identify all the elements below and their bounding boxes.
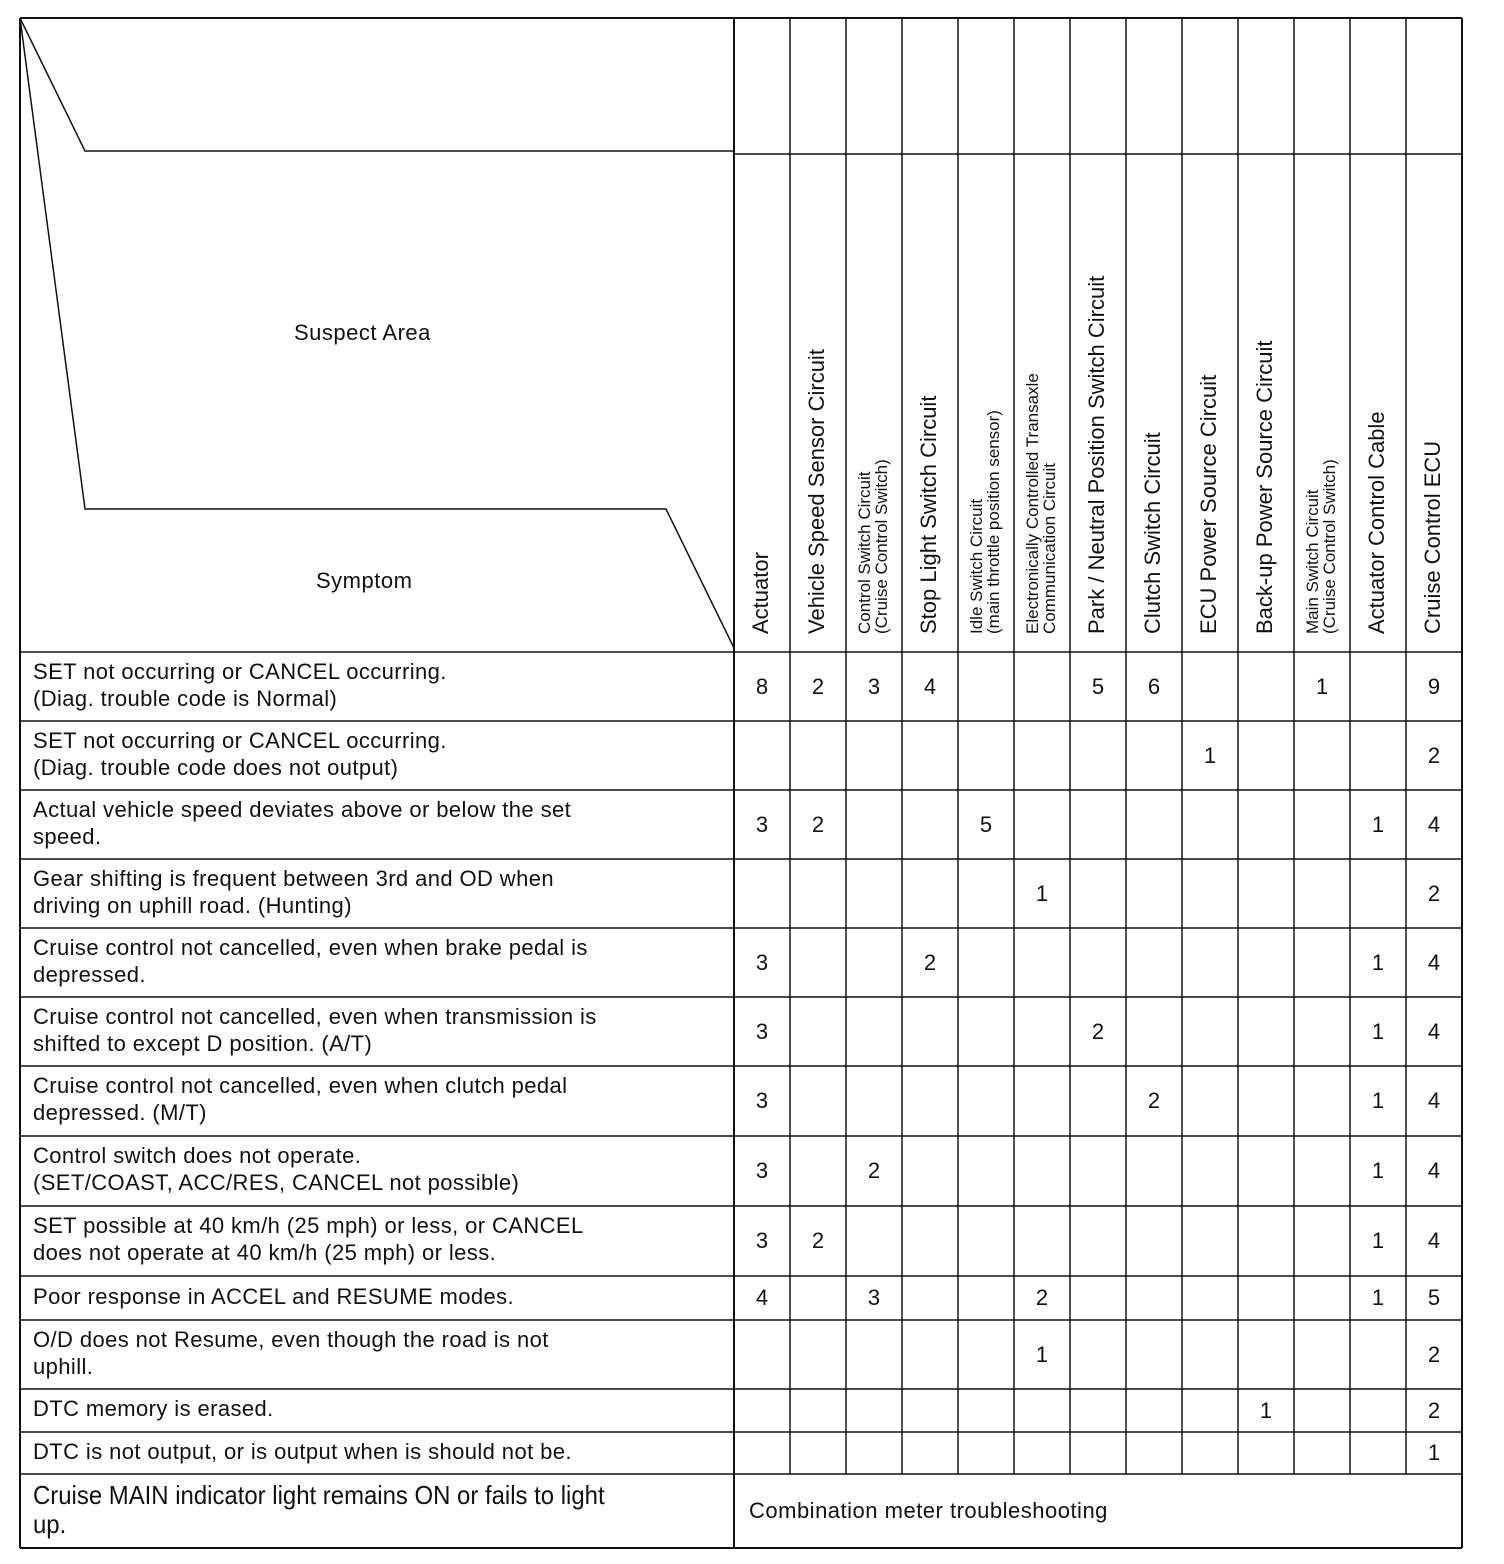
column-header (1304, 459, 1338, 634)
symptom-line: Cruise control not cancelled, even when clutch pedal (33, 1073, 568, 1098)
column-header-line: Idle Switch Circuit (967, 498, 986, 634)
symptom-text (33, 865, 554, 919)
column-header-line: (main throttle position sensor) (984, 410, 1003, 634)
priority-cell: 5 (1091, 673, 1105, 699)
priority-cell: 2 (811, 673, 825, 699)
column-header-line: Main Switch Circuit (1303, 489, 1322, 634)
symptom-text (33, 1283, 514, 1310)
column-header-line: Control Switch Circuit (855, 471, 874, 634)
priority-cell: 2 (1427, 742, 1441, 768)
symptom-text (33, 934, 588, 988)
column-header-line: Electronically Controlled Transaxle (1023, 373, 1042, 634)
symptom-line: SET not occurring or CANCEL occurring. (33, 727, 447, 753)
priority-cell: 2 (923, 949, 937, 975)
symptom-text (33, 1438, 572, 1465)
column-header-line: Cruise Control ECU (1420, 440, 1445, 634)
combination-meter-note: Combination meter troubleshooting (749, 1498, 1108, 1523)
symptom-line: O/D does not Resume, even though the road is not (33, 1326, 549, 1352)
column-header-line: (Cruise Control Switch) (872, 459, 891, 634)
priority-cell: 1 (1203, 742, 1217, 768)
priority-cell: 1 (1035, 880, 1049, 906)
column-header (806, 349, 828, 634)
suspect-area-label: Suspect Area (294, 320, 431, 345)
column-header-line: Clutch Switch Circuit (1140, 432, 1165, 634)
priority-cell: 1 (1035, 1341, 1049, 1367)
priority-cell: 5 (1427, 1285, 1441, 1310)
column-header (750, 552, 772, 634)
column-header-line: Communication Circuit (1040, 463, 1059, 634)
priority-cell: 5 (979, 811, 993, 837)
symptom-text (33, 1142, 519, 1196)
priority-cell: 2 (811, 1228, 825, 1253)
symptom-text (33, 1212, 584, 1266)
priority-cell: 3 (755, 1228, 769, 1253)
priority-cell: 1 (1371, 811, 1385, 837)
column-header (1422, 441, 1444, 634)
priority-cell: 4 (1427, 1018, 1441, 1044)
priority-cell: 2 (1147, 1088, 1161, 1113)
priority-cell: 3 (867, 1285, 881, 1310)
symptom-text (33, 1395, 274, 1422)
priority-cell: 4 (1427, 1158, 1441, 1183)
priority-cell: 4 (755, 1285, 769, 1310)
column-header (1198, 375, 1220, 634)
priority-cell: 1 (1259, 1397, 1273, 1423)
symptom-line: Actual vehicle speed deviates above or below the set (33, 796, 572, 822)
symptom-text (33, 1326, 549, 1380)
priority-cell: 3 (755, 1158, 769, 1183)
symptom-line: SET possible at 40 km/h (25 mph) or less, or CANCEL (33, 1213, 584, 1238)
column-header (968, 410, 1002, 634)
priority-cell: 1 (1315, 673, 1329, 699)
priority-cell: 3 (755, 811, 769, 837)
priority-cell: 3 (755, 1018, 769, 1044)
symptom-text (33, 727, 447, 781)
column-header-line: Back-up Power Source Circuit (1252, 340, 1277, 634)
symptom-line: (SET/COAST, ACC/RES, CANCEL not possible) (33, 1170, 520, 1195)
symptom-line: depressed. (33, 961, 146, 987)
priority-cell: 1 (1371, 1158, 1385, 1183)
symptom-text (33, 658, 447, 712)
column-header-line: ECU Power Source Circuit (1196, 374, 1221, 634)
priority-cell: 4 (1427, 811, 1441, 837)
symptom-line: shifted to except D position. (A/T) (33, 1030, 373, 1056)
priority-cell: 4 (1427, 1088, 1441, 1113)
symptom-line: Control switch does not operate. (33, 1143, 362, 1168)
symptom-line: speed. (33, 823, 102, 849)
symptom-label: Symptom (316, 568, 413, 593)
symptom-line: DTC is not output, or is output when is should not be. (33, 1438, 572, 1464)
priority-cell: 2 (1427, 1397, 1441, 1423)
symptom-line: does not operate at 40 km/h (25 mph) or less. (33, 1240, 497, 1265)
column-header (1366, 411, 1388, 634)
column-header-line: Stop Light Switch Circuit (916, 395, 941, 634)
column-header-line: Park / Neutral Position Switch Circuit (1084, 275, 1109, 634)
priority-cell: 4 (1427, 1228, 1441, 1253)
header-diagonal-upper (20, 18, 734, 151)
symptom-line: Cruise MAIN indicator light remains ON or fails to light (33, 1480, 605, 1510)
priority-cell: 2 (1427, 880, 1441, 906)
priority-cell: 6 (1147, 673, 1161, 699)
priority-cell: 1 (1371, 1018, 1385, 1044)
column-header (1142, 432, 1164, 634)
column-header (856, 459, 890, 634)
last-row-symptom (33, 1481, 605, 1539)
column-header (918, 396, 940, 634)
column-header-line: Actuator Control Cable (1364, 411, 1389, 634)
symptom-line: Poor response in ACCEL and RESUME modes. (33, 1283, 515, 1309)
priority-cell: 1 (1371, 1285, 1385, 1310)
symptom-line: DTC memory is erased. (33, 1396, 274, 1421)
priority-cell: 2 (811, 811, 825, 837)
priority-cell: 9 (1427, 673, 1441, 699)
column-header-line: Vehicle Speed Sensor Circuit (804, 349, 829, 634)
priority-cell: 2 (1091, 1018, 1105, 1044)
priority-cell: 2 (1035, 1285, 1049, 1310)
priority-cell: 3 (755, 949, 769, 975)
priority-cell: 4 (1427, 949, 1441, 975)
symptom-line: driving on uphill road. (Hunting) (33, 892, 352, 918)
column-header (1254, 341, 1276, 634)
priority-cell: 2 (1427, 1341, 1441, 1367)
symptom-text (33, 1003, 597, 1057)
symptom-text (33, 1072, 567, 1126)
symptom-line: (Diag. trouble code does not output) (33, 754, 399, 780)
priority-cell: 8 (755, 673, 769, 699)
column-header (1086, 276, 1108, 634)
symptom-line: up. (33, 1509, 67, 1539)
priority-cell: 3 (755, 1088, 769, 1113)
priority-cell: 4 (923, 673, 937, 699)
priority-cell: 1 (1371, 949, 1385, 975)
symptom-line: uphill. (33, 1353, 94, 1379)
symptom-line: (Diag. trouble code is Normal) (33, 685, 338, 711)
symptom-line: depressed. (M/T) (33, 1100, 207, 1125)
symptom-line: SET not occurring or CANCEL occurring. (33, 658, 447, 684)
priority-cell: 3 (867, 673, 881, 699)
symptom-text (33, 796, 571, 850)
priority-cell: 2 (867, 1158, 881, 1183)
symptom-line: Cruise control not cancelled, even when brake pedal is (33, 934, 588, 960)
column-header-line: Actuator (748, 552, 773, 634)
symptom-line: Cruise control not cancelled, even when transmission is (33, 1003, 597, 1029)
priority-cell: 1 (1371, 1228, 1385, 1253)
priority-cell: 1 (1371, 1088, 1385, 1113)
column-header-line: (Cruise Control Switch) (1320, 459, 1339, 634)
symptom-line: Gear shifting is frequent between 3rd and OD when (33, 865, 555, 891)
column-header (1024, 373, 1058, 634)
priority-cell: 1 (1427, 1440, 1441, 1465)
